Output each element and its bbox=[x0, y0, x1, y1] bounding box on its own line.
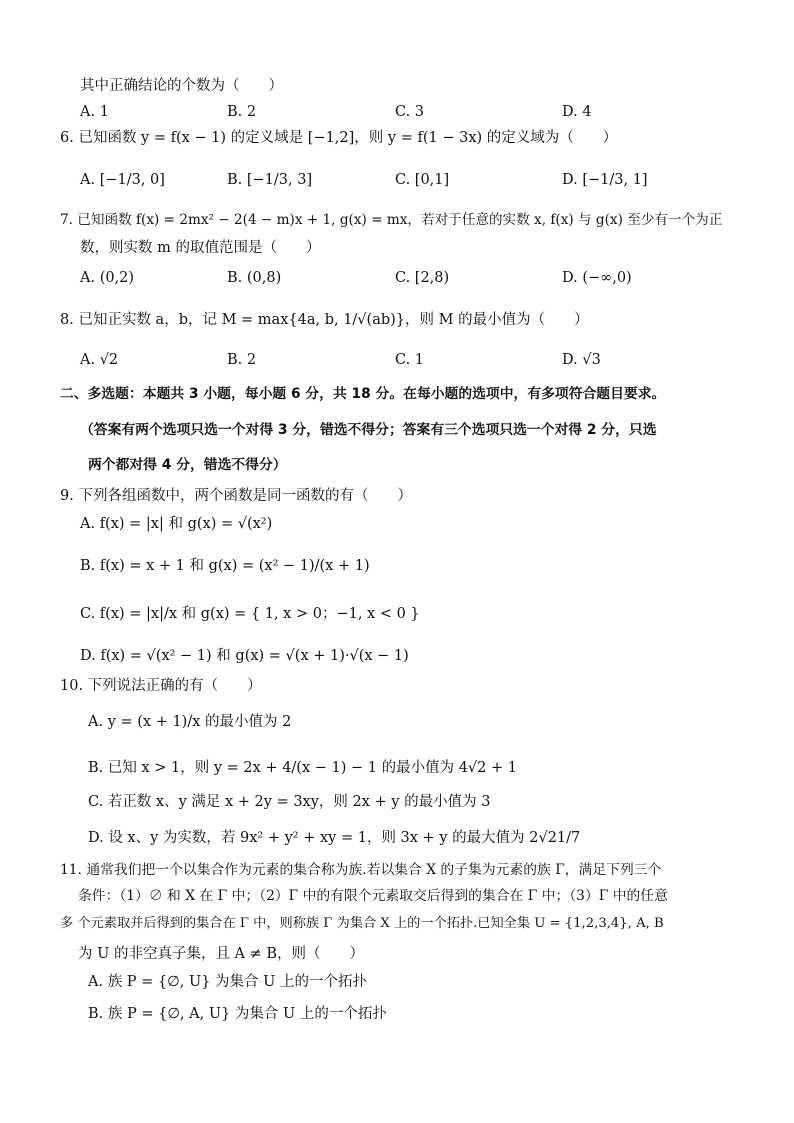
q5-option-c: C. 3 bbox=[395, 104, 425, 120]
q7-option-b: B. (0,8) bbox=[227, 270, 282, 286]
q10-option-c: C. 若正数 x、y 满足 x + 2y = 3xy，则 2x + y 的最小值为 3 bbox=[88, 794, 491, 810]
q11-option-a: A. 族 P = {∅, U} 为集合 U 上的一个拓扑 bbox=[88, 974, 367, 990]
q5-option-d: D. 4 bbox=[562, 104, 592, 120]
section-2-note-line-2: 两个都对得 4 分，错选不得分） bbox=[88, 457, 287, 473]
q7-option-c: C. [2,8) bbox=[395, 270, 450, 286]
question-6: 6. 已知函数 y = f(x − 1) 的定义域是 [−1,2]，则 y = f(1 − 3x) 的定义域为（ ） bbox=[60, 130, 618, 146]
q6-option-c: C. [0,1] bbox=[395, 172, 450, 188]
q9-option-a: A. f(x) = |x| 和 g(x) = √(x²) bbox=[80, 516, 273, 532]
question-7-line-1: 7. 已知函数 f(x) = 2mx² − 2(4 − m)x + 1, g(x) = mx，若对于任意的实数 x, f(x) 与 g(x) 至少有一个为正 bbox=[60, 212, 723, 228]
q6-option-b: B. [−1/3, 3] bbox=[227, 172, 313, 188]
q9-option-c: C. f(x) = |x|/x 和 g(x) = { 1, x > 0；−1, x < 0 } bbox=[80, 606, 420, 622]
q11-option-b: B. 族 P = {∅, A, U} 为集合 U 上的一个拓扑 bbox=[88, 1006, 387, 1022]
q10-option-d: D. 设 x、y 为实数，若 9x² + y² + xy = 1，则 3x + y 的最大值为 2√21/7 bbox=[88, 830, 581, 846]
q8-option-d: D. √3 bbox=[562, 352, 601, 368]
q5-tail: 其中正确结论的个数为（ ） bbox=[80, 78, 283, 94]
question-9: 9. 下列各组函数中，两个函数是同一函数的有（ ） bbox=[60, 488, 412, 504]
question-11-line-3: 多 个元素取并后得到的集合在 Γ 中，则称族 Γ 为集合 X 上的一个拓扑.已知全集 U = {1,2,3,4}, A, B bbox=[60, 916, 664, 931]
q8-option-a: A. √2 bbox=[80, 352, 119, 368]
q7-option-a: A. (0,2) bbox=[80, 270, 135, 286]
q8-option-b: B. 2 bbox=[227, 352, 257, 368]
question-10: 10. 下列说法正确的有（ ） bbox=[60, 678, 262, 694]
question-11-line-1: 11. 通常我们把一个以集合作为元素的集合称为族.若以集合 X 的子集为元素的族 Γ，满足下列三个 bbox=[60, 862, 662, 878]
question-11-line-4: 为 U 的非空真子集，且 A ≠ B，则（ ） bbox=[78, 946, 365, 962]
q8-option-c: C. 1 bbox=[395, 352, 425, 368]
section-2-heading: 二、多选题：本题共 3 小题，每小题 6 分，共 18 分。在每小题的选项中，有多项符合题目要求。 bbox=[60, 386, 666, 402]
q9-option-d: D. f(x) = √(x² − 1) 和 g(x) = √(x + 1)·√(x − 1) bbox=[80, 648, 409, 664]
question-7-line-2: 数，则实数 m 的取值范围是（ ） bbox=[80, 240, 321, 256]
section-2-note-line-1: （答案有两个选项只选一个对得 3 分，错选不得分；答案有三个选项只选一个对得 2 分，只选 bbox=[80, 422, 657, 438]
q7-option-d: D. (−∞,0) bbox=[562, 270, 632, 286]
q9-option-b: B. f(x) = x + 1 和 g(x) = (x² − 1)/(x + 1) bbox=[80, 558, 370, 574]
q5-option-a: A. 1 bbox=[80, 104, 109, 120]
q6-option-d: D. [−1/3, 1] bbox=[562, 172, 648, 188]
question-8: 8. 已知正实数 a，b，记 M = max{4a, b, 1/√(ab)}，则 M 的最小值为（ ） bbox=[60, 312, 589, 328]
q6-option-a: A. [−1/3, 0] bbox=[80, 172, 165, 188]
q5-option-b: B. 2 bbox=[227, 104, 257, 120]
q10-option-b: B. 已知 x > 1，则 y = 2x + 4/(x − 1) − 1 的最小值为 4√2 + 1 bbox=[88, 760, 517, 776]
q10-option-a: A. y = (x + 1)/x 的最小值为 2 bbox=[88, 714, 292, 730]
question-11-line-2: 条件：（1）∅ 和 X 在 Γ 中；（2）Γ 中的有限个元素取交后得到的集合在 Γ 中；（3）Γ 中的任意 bbox=[78, 888, 668, 904]
